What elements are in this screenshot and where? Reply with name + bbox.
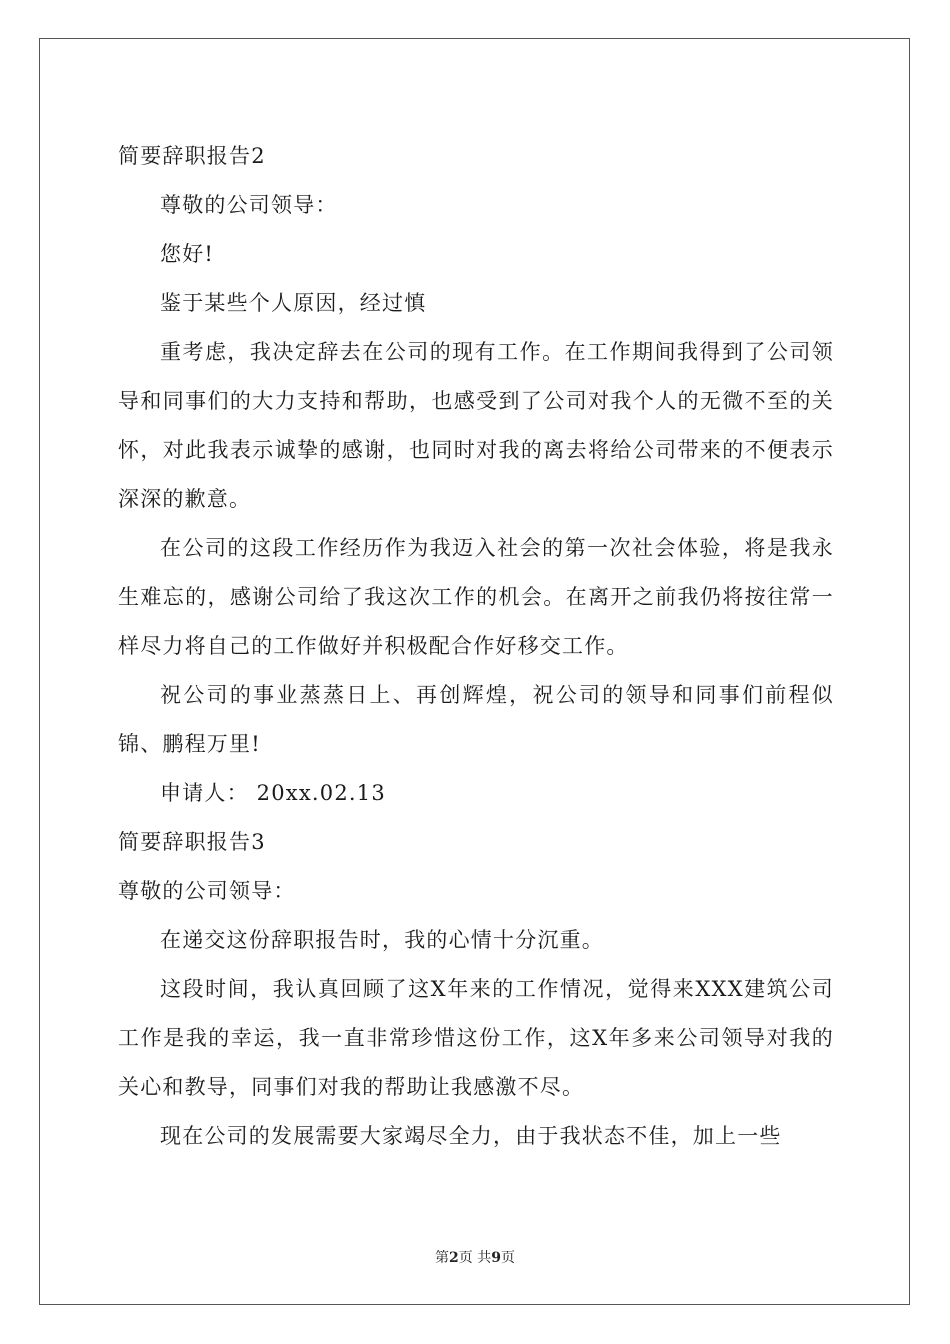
footer-total-pages: 9: [491, 1250, 501, 1266]
greeting: 您好!: [160, 242, 215, 266]
salutation: 尊敬的公司领导：: [118, 879, 296, 903]
section-title-3: 简要辞职报告3: [118, 830, 266, 854]
paragraph-review: 这段时间，我认真回顾了这X年来的工作情况，觉得来XXX建筑公司工作是我的幸运，我一直非常珍惜这份工作，这X年多来公司领导对我的关心和教导，同事们对我的帮助让我感激不尽。: [118, 977, 834, 1099]
paragraph-reason: 重考虑，我决定辞去在公司的现有工作。在工作期间我得到了公司领导和同事们的大力支持和帮助，也感受到了公司对我个人的无微不至的关怀，对此我表示诚挚的感谢，也同时对我的离去将给公司带来的不便表示深深的歉意。: [118, 340, 834, 511]
footer-page-number: 2: [449, 1250, 459, 1266]
paragraph-reason-2: 现在公司的发展需要大家竭尽全力，由于我状态不佳，加上一些: [160, 1124, 782, 1148]
document-body: [118, 132, 834, 1161]
applicant-line: 申请人： 20xx.02.13: [160, 781, 386, 805]
paragraph-wishes: 祝公司的事业蒸蒸日上、再创辉煌，祝公司的领导和同事们前程似锦、鹏程万里!: [118, 683, 834, 756]
intro-fragment: 鉴于某些个人原因，经过慎: [160, 291, 427, 315]
salutation: 尊敬的公司领导：: [160, 193, 338, 217]
footer-prefix: 第: [435, 1250, 450, 1266]
paragraph-mood: 在递交这份辞职报告时，我的心情十分沉重。: [160, 928, 604, 952]
footer-mid: 页 共: [458, 1250, 492, 1266]
page-footer: [0, 1247, 950, 1267]
section-title-2: 简要辞职报告2: [118, 144, 266, 168]
footer-suffix: 页: [500, 1250, 515, 1266]
paragraph-experience: 在公司的这段工作经历作为我迈入社会的第一次社会体验，将是我永生难忘的，感谢公司给了我这次工作的机会。在离开之前我仍将按往常一样尽力将自己的工作做好并积极配合作好移交工作。: [118, 536, 834, 658]
